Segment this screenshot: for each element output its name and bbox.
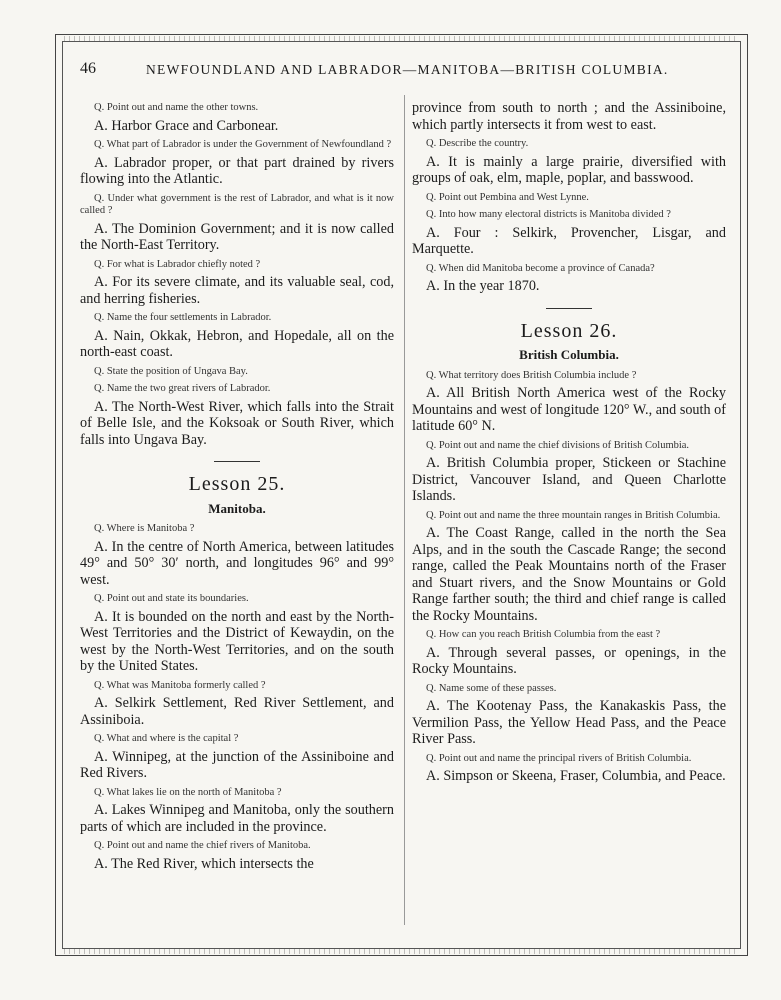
qa-pair [80, 312, 394, 361]
qa-pair [412, 192, 726, 205]
border-ornament-top [64, 36, 739, 41]
question: Q. What part of Labrador is under the Government of Newfoundland ? [94, 139, 392, 150]
qa-pair [80, 383, 394, 448]
lesson-title: Lesson 25. [188, 473, 286, 495]
answer: A. Lakes Winnipeg and Manitoba, only the southern parts of which are included in the province. [80, 802, 394, 835]
answer: A. The North-West River, which falls into the Strait of Belle Isle, and the Koksoak or South River, which falls into Ungava Bay. [80, 398, 394, 448]
page-header [80, 60, 726, 84]
qa-pair [80, 366, 394, 379]
answer: A. British Columbia proper, Stickeen or Stachine District, Vancouver Island, and Queen Charlotte Islands. [412, 455, 726, 504]
qa-pair [412, 138, 726, 187]
qa-pair [80, 733, 394, 782]
question: Q. Point out and name the three mountain ranges in British Columbia. [426, 509, 721, 521]
qa-pair [80, 523, 394, 588]
qa-pair [412, 440, 726, 505]
question: Q. Point out Pembina and West Lynne. [426, 191, 589, 203]
question: Q. How can you reach British Columbia from the east ? [426, 629, 661, 640]
qa-pair [80, 680, 394, 729]
running-title: NEWFOUNDLAND AND LABRADOR—MANITOBA—BRITISH COLUMBIA. [146, 62, 669, 77]
question: Q. Point out and name the principal rivers of British Columbia. [426, 752, 692, 764]
section-rule [546, 308, 592, 309]
question: Q. Describe the country. [426, 138, 529, 149]
qa-pair [412, 629, 726, 678]
question: Q. Name the two great rivers of Labrador. [94, 383, 271, 394]
question: Q. For what is Labrador chiefly noted ? [94, 258, 261, 270]
qa-pair [412, 209, 726, 258]
question: Q. What and where is the capital ? [94, 733, 239, 744]
question: Q. Point out and state its boundaries. [94, 593, 249, 604]
lesson-subtitle: British Columbia. [519, 347, 619, 362]
qa-pair [412, 370, 726, 435]
answer: A. Four : Selkirk, Provencher, Lisgar, and Marquette. [412, 224, 726, 257]
question: Q. Into how many electoral districts is Manitoba divided ? [426, 209, 671, 220]
answer: A. Through several passes, or openings, in the Rocky Mountains. [412, 644, 726, 677]
section-rule [214, 461, 260, 462]
qa-pair [412, 683, 726, 748]
question: Q. What lakes lie on the north of Manitoba ? [94, 786, 282, 798]
question: Q. What territory does British Columbia include ? [426, 369, 637, 381]
answer: A. The Red River, which intersects the [94, 855, 314, 872]
question: Q. Name the four settlements in Labrador. [94, 312, 272, 323]
question: Q. Name some of these passes. [426, 682, 557, 694]
answer: A. Simpson or Skeena, Fraser, Columbia, and Peace. [426, 768, 726, 784]
answer: A. Nain, Okkak, Hebron, and Hopedale, all on the north-east coast. [80, 327, 394, 360]
answer-continuation: province from south to north ; and the Assiniboine, which partly intersects it from west to east. [412, 100, 726, 133]
question: Q. What was Manitoba formerly called ? [94, 679, 266, 691]
answer: A. In the centre of North America, between latitudes 49° and 50° 30′ north, and longitudes 96° and 99° west. [80, 538, 394, 588]
qa-pair [80, 787, 394, 836]
question: Q. State the position of Ungava Bay. [94, 365, 248, 377]
question: Q. Where is Manitoba ? [94, 523, 195, 534]
qa-pair [412, 510, 726, 625]
answer: A. The Coast Range, called in the north the Sea Alps, and in the south the Cascade Range; the second range, called the Peak Mountains north of the Fraser and Stuart rivers, and the Snow Mountains or Gold Range farther south; the third and chief range is called the Rocky Mountains. [412, 525, 726, 624]
page-number: 46 [80, 60, 96, 77]
answer: A. Labrador proper, or that part drained by rivers flowing into the Atlantic. [80, 154, 394, 187]
answer: A. Harbor Grace and Carbonear. [94, 117, 279, 134]
qa-pair [80, 593, 394, 675]
answer: A. It is bounded on the north and east by the North-West Territories and the District of Kewaydin, on the west by the North-West Territories, and on the south by the United States. [80, 608, 394, 674]
answer: A. All British North America west of the Rocky Mountains and west of longitude 120° W., and south of latitude 60° N. [412, 385, 726, 434]
answer: A. Winnipeg, at the junction of the Assiniboine and Red Rivers. [80, 748, 394, 781]
lesson-title: Lesson 26. [520, 319, 618, 342]
answer: A. Selkirk Settlement, Red River Settlement, and Assiniboia. [80, 695, 394, 728]
qa-pair [80, 259, 394, 308]
border-ornament-bottom [64, 949, 739, 954]
question: Q. When did Manitoba become a province of Canada? [426, 262, 655, 274]
qa-pair [80, 193, 394, 254]
right-column [412, 97, 726, 787]
question: Q. Point out and name the chief divisions of British Columbia. [426, 439, 690, 451]
qa-pair [80, 840, 394, 872]
question: Q. Under what government is the rest of Labrador, and what is it now called ? [80, 192, 394, 216]
answer: A. For its severe climate, and its valuable seal, cod, and herring fisheries. [80, 274, 394, 307]
column-divider [404, 95, 405, 925]
lesson-subtitle: Manitoba. [208, 500, 266, 516]
answer: A. It is mainly a large prairie, diversified with groups of oak, elm, maple, poplar, and basswood. [412, 153, 726, 186]
qa-pair [412, 263, 726, 295]
question: Q. Point out and name the other towns. [94, 102, 259, 113]
question: Q. Point out and name the chief rivers of Manitoba. [94, 840, 311, 851]
qa-pair [80, 139, 394, 188]
answer: A. The Dominion Government; and it is now called the North-East Territory. [80, 220, 394, 253]
answer: A. In the year 1870. [426, 278, 540, 294]
qa-pair [80, 102, 394, 134]
qa-pair [412, 753, 726, 785]
answer: A. The Kootenay Pass, the Kanakaskis Pass, the Vermilion Pass, the Yellow Head Pass, and the Peace River Pass. [412, 698, 726, 747]
left-column [80, 97, 394, 874]
